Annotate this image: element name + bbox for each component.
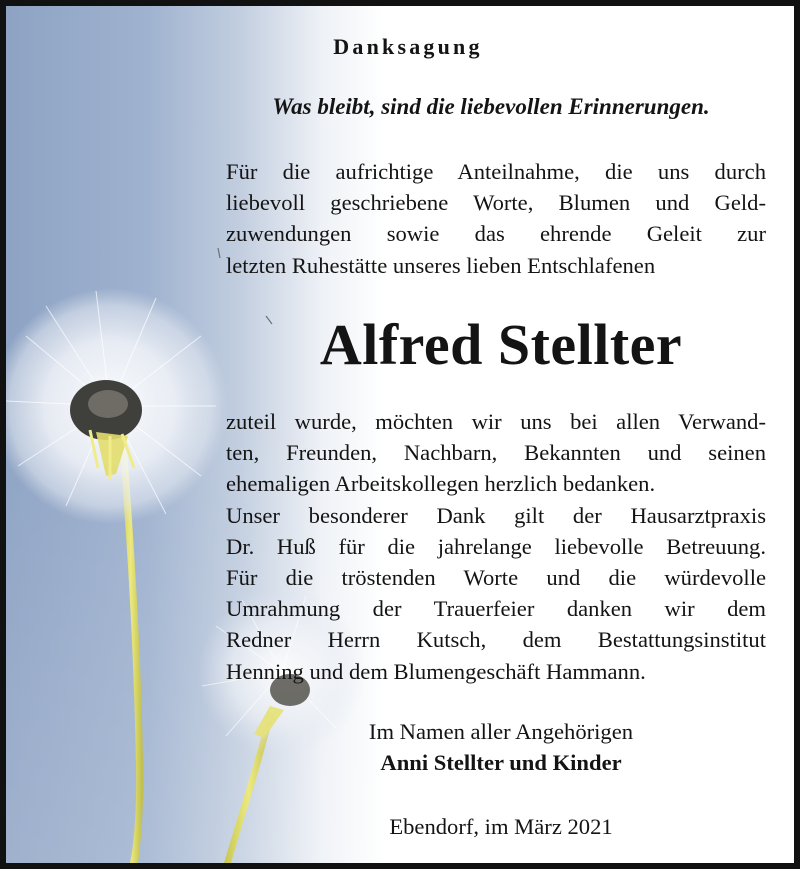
place-date: Ebendorf, im März 2021 <box>389 814 613 839</box>
signature-intro: Im Namen aller Angehörigen <box>368 719 634 744</box>
intro-paragraph <box>226 156 766 281</box>
body-line: Unser besonderer Dank gilt der Hausarztpraxis <box>226 502 766 528</box>
body-line: ten, Freunden, Nachbarn, Bekannten und seinen <box>226 440 766 466</box>
intro-line: Für die aufrichtige Anteilnahme, die uns durch <box>226 159 766 184</box>
heading: Danksagung <box>333 34 483 59</box>
body-line: Für die tröstenden Worte und die würdevolle <box>226 565 766 591</box>
deceased-name: Alfred Stellter <box>319 312 683 377</box>
signature-names: Anni Stellter und Kinder <box>380 750 622 775</box>
body-line: Henning und dem Blumengeschäft Hammann. <box>226 658 646 684</box>
intro-line: zuwendungen sowie das ehrende Geleit zur <box>226 221 766 247</box>
body-line: Redner Herrn Kutsch, dem Bestattungsinstitut <box>226 627 766 653</box>
motto: Was bleibt, sind die liebevollen Erinnerungen. <box>272 94 710 119</box>
intro-line: liebevoll geschriebene Worte, Blumen und Geld- <box>226 190 766 216</box>
body-line: zuteil wurde, möchten wir uns bei allen Verwand- <box>226 409 766 434</box>
thanks-paragraph <box>226 406 766 687</box>
intro-line: letzten Ruhestätte unseres lieben Entschlafenen <box>226 252 656 278</box>
body-line: Dr. Huß für die jahrelange liebevolle Betreuung. <box>226 533 766 559</box>
body-line: Umrahmung der Trauerfeier danken wir dem <box>226 596 766 622</box>
body-line: ehemaligen Arbeitskollegen herzlich bedanken. <box>226 471 656 497</box>
